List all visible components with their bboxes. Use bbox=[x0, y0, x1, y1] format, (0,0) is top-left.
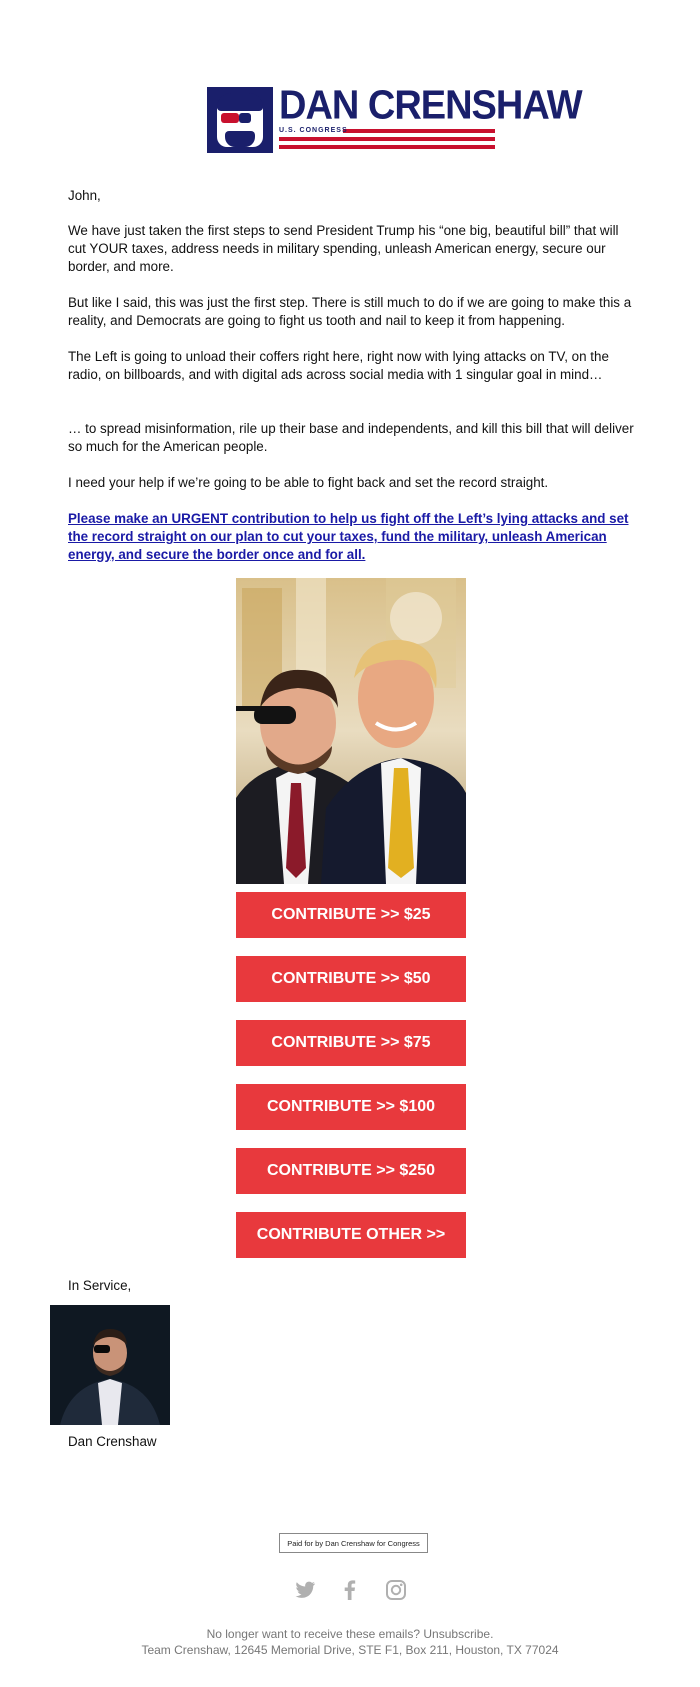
body-paragraph: But like I said, this was just the first step. There is still much to do if we are going to make this a reality, and Democrats are going to fight us tooth and nail to keep it from happening. bbox=[68, 295, 632, 328]
headshot-illustration bbox=[50, 1305, 170, 1425]
instagram-icon[interactable] bbox=[384, 1578, 408, 1602]
urgent-contribution-link[interactable]: Please make an URGENT contribution to help us fight off the Left’s lying attacks and set the record straight on our plan to cut your taxes, fund the military, unleash American energy, and secure the border once and for all. bbox=[68, 511, 629, 562]
body-paragraph: We have just taken the first steps to send President Trump his “one big, beautiful bill” that will cut YOUR taxes, address needs in military spending, unleash American energy, secure our border, and more. bbox=[68, 223, 619, 274]
contribute-50-button[interactable]: CONTRIBUTE >> $50 bbox=[236, 956, 466, 1002]
photo-illustration bbox=[236, 578, 466, 884]
contribute-100-button[interactable]: CONTRIBUTE >> $100 bbox=[236, 1084, 466, 1130]
twitter-icon[interactable] bbox=[293, 1578, 317, 1602]
logo-name: DAN CRENSHAW bbox=[279, 83, 582, 129]
campaign-logo bbox=[207, 83, 582, 153]
closing-text: In Service, bbox=[68, 1278, 132, 1293]
body-paragraph: I need your help if we’re going to be able to fight back and set the record straight. bbox=[68, 475, 549, 490]
logo-subtitle: U.S. CONGRESS bbox=[279, 127, 348, 134]
signature-name: Dan Crenshaw bbox=[68, 1434, 157, 1449]
logo-portrait-badge bbox=[207, 87, 273, 153]
photo-crenshaw-with-trump[interactable] bbox=[236, 578, 466, 884]
greeting: John, bbox=[68, 188, 101, 203]
unsubscribe-link[interactable]: Unsubscribe. bbox=[423, 1627, 494, 1641]
headshot-photo bbox=[50, 1305, 170, 1425]
facebook-icon[interactable] bbox=[338, 1578, 362, 1602]
mailing-address: Team Crenshaw, 12645 Memorial Drive, STE F1, Box 211, Houston, TX 77024 bbox=[141, 1643, 559, 1657]
contribute-75-button[interactable]: CONTRIBUTE >> $75 bbox=[236, 1020, 466, 1066]
body-paragraph: The Left is going to unload their coffers right here, right now with lying attacks on TV, on the radio, on billboards, and with digital ads across social media with 1 singular goal in mind… bbox=[68, 349, 609, 382]
paid-for-disclaimer: Paid for by Dan Crenshaw for Congress bbox=[279, 1533, 428, 1553]
contribute-25-button[interactable]: CONTRIBUTE >> $25 bbox=[236, 892, 466, 938]
contribute-other-button[interactable]: CONTRIBUTE OTHER >> bbox=[236, 1212, 466, 1258]
unsubscribe-line bbox=[0, 1626, 700, 1642]
contribute-250-button[interactable]: CONTRIBUTE >> $250 bbox=[236, 1148, 466, 1194]
unsubscribe-prefix: No longer want to receive these emails? bbox=[206, 1627, 421, 1641]
body-paragraph: … to spread misinformation, rile up their base and independents, and kill this bill that will deliver so much for the American people. bbox=[68, 421, 634, 454]
